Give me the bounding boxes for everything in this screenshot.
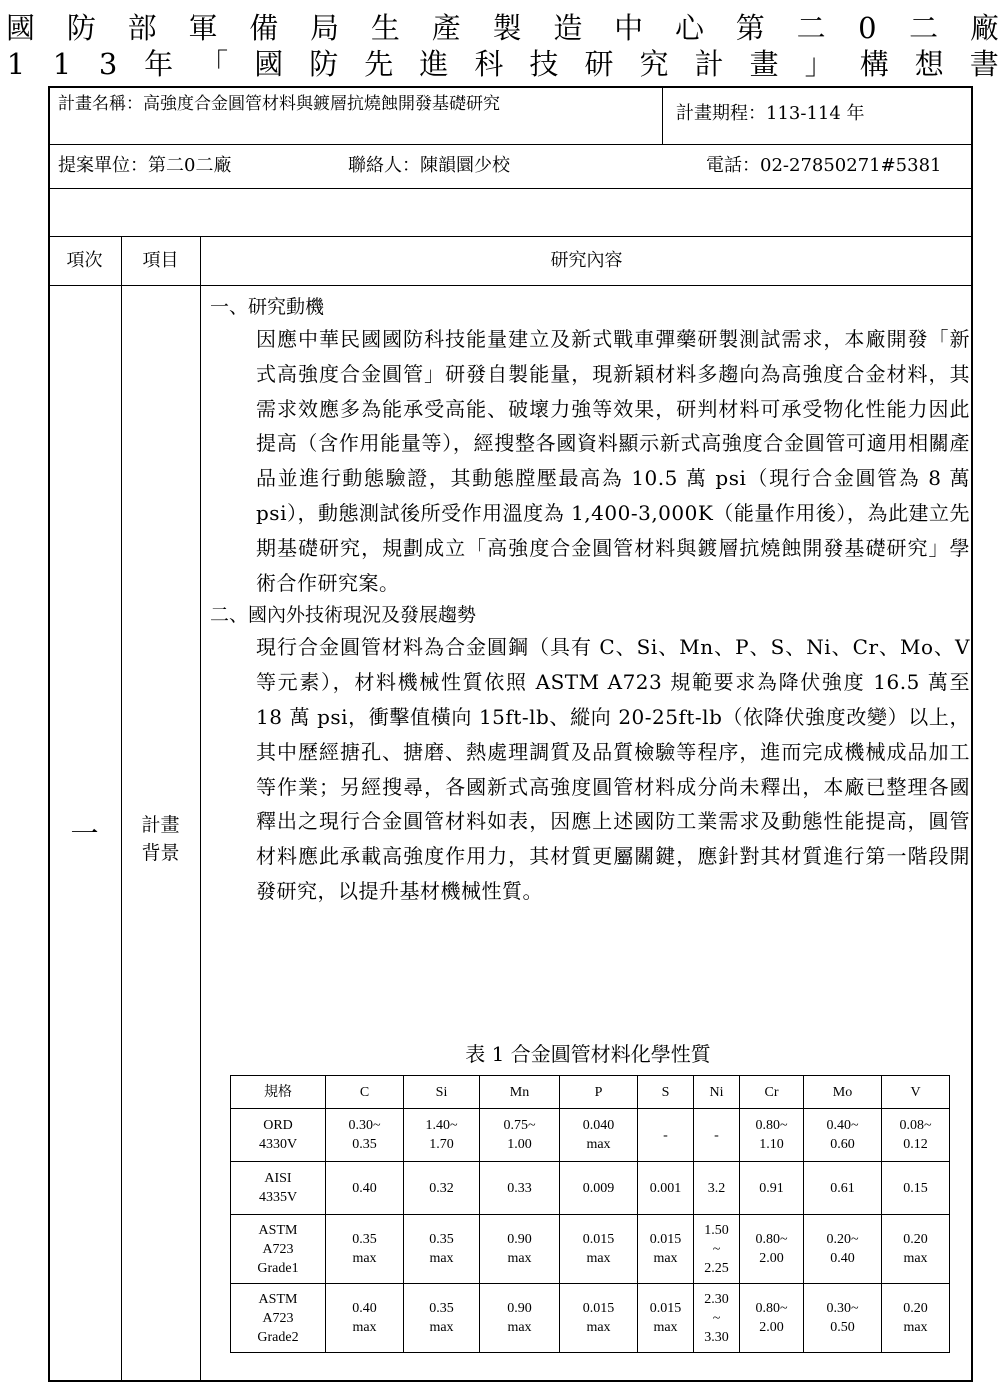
title-character: 究 [639, 47, 669, 81]
title-character: 防 [309, 47, 339, 81]
row-number: 一 [70, 817, 99, 850]
title-character: 局 [310, 11, 340, 45]
title-character: 製 [492, 11, 522, 45]
table-cell: 0.30~ 0.35 [326, 1109, 404, 1162]
table-cell: 0.40 max [326, 1284, 404, 1353]
title-character: 計 [694, 47, 724, 81]
title-character: 中 [614, 11, 644, 45]
table-spec-cell: ASTM A723 Grade2 [231, 1284, 326, 1353]
title-character: 技 [529, 47, 559, 81]
table-cell: 0.08~ 0.12 [882, 1109, 950, 1162]
table-header-cell: P [560, 1076, 638, 1109]
column-header-content: 研究內容 [550, 250, 623, 271]
table-header-cell: C [326, 1076, 404, 1109]
divider [662, 86, 663, 144]
table-cell: 0.040 max [560, 1109, 638, 1162]
title-character: 科 [474, 47, 504, 81]
table-spec-cell: ORD 4330V [231, 1109, 326, 1162]
title-character: 國 [6, 11, 36, 45]
table-header-cell: 規格 [231, 1076, 326, 1109]
table-cell: 0.80~ 1.10 [740, 1109, 804, 1162]
table-cell: 0.015 max [638, 1284, 694, 1353]
table-cell: 0.015 max [560, 1215, 638, 1284]
table-row [231, 1215, 950, 1284]
title-character: 生 [370, 11, 400, 45]
plan-name: 計畫名稱：高強度合金圓管材料與鍍層抗燒蝕開發基礎研究 [58, 94, 500, 114]
title-character: 書 [969, 47, 999, 81]
table-cell: 0.001 [638, 1162, 694, 1215]
table-cell: 0.015 max [560, 1284, 638, 1353]
title-character: 第 [735, 11, 765, 45]
table-cell: 0.40~ 0.60 [804, 1109, 882, 1162]
title-character: 構 [859, 47, 889, 81]
title-character: 進 [419, 47, 449, 81]
table-header-cell: Ni [694, 1076, 740, 1109]
title-character: 造 [553, 11, 583, 45]
title-character: 防 [66, 11, 96, 45]
title-character: 1 [6, 47, 26, 81]
table-cell: 0.32 [404, 1162, 480, 1215]
table-cell: 3.2 [694, 1162, 740, 1215]
table-cell: 0.20 max [882, 1284, 950, 1353]
table-cell: 0.009 [560, 1162, 638, 1215]
title-character: 1 [52, 47, 72, 81]
table-cell: 2.30 ~ 3.30 [694, 1284, 740, 1353]
table-spec-cell: AISI 4335V [231, 1162, 326, 1215]
table-header-cell: Mo [804, 1076, 882, 1109]
chemical-properties-table [230, 1075, 950, 1353]
table-cell: 0.35 max [404, 1284, 480, 1353]
table-header-cell: V [882, 1076, 950, 1109]
title-character: 0 [858, 11, 877, 45]
table-cell: 0.15 [882, 1162, 950, 1215]
table-cell: 0.015 max [638, 1215, 694, 1284]
divider [48, 285, 973, 286]
table-cell: 0.90 max [480, 1215, 560, 1284]
title-character: 國 [254, 47, 284, 81]
table-cell: - [638, 1109, 694, 1162]
divider [48, 144, 973, 145]
table-cell: 0.61 [804, 1162, 882, 1215]
table-cell: 0.75~ 1.00 [480, 1109, 560, 1162]
divider [48, 236, 973, 237]
divider [48, 188, 973, 189]
table-cell: 0.40 [326, 1162, 404, 1215]
contact-person: 聯絡人：陳韻圜少校 [348, 155, 510, 176]
column-header-no: 項次 [66, 250, 103, 271]
contact-phone: 電話：02-27850271#5381 [706, 155, 942, 176]
title-character: 二 [796, 11, 826, 45]
table-cell: - [694, 1109, 740, 1162]
section-heading: 二、國內外技術現況及發展趨勢 [210, 604, 477, 627]
table-spec-cell: ASTM A723 Grade1 [231, 1215, 326, 1284]
column-header-item: 項目 [142, 250, 179, 271]
plan-schedule: 計畫期程：113-114 年 [676, 103, 865, 124]
title-character: 想 [914, 47, 944, 81]
table-row [231, 1109, 950, 1162]
title-character: 」 [804, 47, 834, 81]
title-character: 心 [674, 11, 704, 45]
table-header-cell: Cr [740, 1076, 804, 1109]
section-paragraph: 現行合金圓管材料為合金圓鋼（具有 C、Si、Mn、P、S、Ni、Cr、Mo、V 等元素），材料機械性質依照 ASTM A723 規範要求為降伏強度 16.5 萬至 18 萬 psi，衝擊值橫向 15ft-lb、縱向 20-25ft-lb（依降伏強度改變）以上，其中歷經搪孔、搪磨、熱處理調質及品質檢驗等程序，進而完成機械成品加工等作業；另經搜尋，各國新式高強度圓管材料成分尚未釋出，本廠已整理各國釋出之現行合金圓管材料如表，因應上述國防工業需求及動態性能提高，圓管材料應此承載高強度作用力，其材質更屬關鍵，應針對其材質進行第一階段開發研究，以提升基材機械性質。 [256, 635, 970, 903]
table-cell: 0.30~ 0.50 [804, 1284, 882, 1353]
table-cell: 1.40~ 1.70 [404, 1109, 480, 1162]
table-row [231, 1284, 950, 1353]
table-cell: 0.20 max [882, 1215, 950, 1284]
section-paragraph: 因應中華民國國防科技能量建立及新式戰車彈藥研製測試需求，本廠開發「新式高強度合金圓管」研發自製能量，現新穎材料多趨向為高強度合金材料，其需求效應多為能承受高能、破壞力強等效果，研判材料可承受物化性能力因此提高（含作用能量等），經搜整各國資料顯示新式高強度合金圓管可適用相關產品並進行動態驗證，其動態膛壓最高為 10.5 萬 psi（現行合金圓管為 8 萬 psi），動態測試後所受作用溫度為 1,400-3,000K（能量作用後），為此建立先期基礎研究，規劃成立「高強度合金圓管材料與鍍層抗燒蝕開發基礎研究」學術合作研究案。 [256, 327, 970, 595]
table-cell: 1.50 ~ 2.25 [694, 1215, 740, 1284]
divider [200, 236, 201, 1382]
proposer-unit: 提案單位：第二0二廠 [58, 155, 232, 176]
table-header-cell: S [638, 1076, 694, 1109]
title-character: 廠 [969, 11, 999, 45]
table-caption: 表 1 合金圓管材料化學性質 [465, 1042, 711, 1066]
title-character: 3 [98, 47, 118, 81]
title-character: 二 [909, 11, 939, 45]
section-heading: 一、研究動機 [210, 296, 325, 318]
title-character: 「 [199, 47, 229, 81]
table-header-row [231, 1076, 950, 1109]
table-cell: 0.80~ 2.00 [740, 1215, 804, 1284]
table-cell: 0.90 max [480, 1284, 560, 1353]
table-cell: 0.91 [740, 1162, 804, 1215]
row-item-label: 計畫 背景 [141, 814, 180, 864]
title-character: 先 [364, 47, 394, 81]
title-character: 年 [144, 47, 174, 81]
title-character: 備 [249, 11, 279, 45]
table-cell: 0.33 [480, 1162, 560, 1215]
document-title-line-1 [0, 10, 1005, 46]
title-character: 部 [127, 11, 157, 45]
document-title-line-2 [0, 46, 1005, 82]
table-cell: 0.80~ 2.00 [740, 1284, 804, 1353]
title-character: 研 [584, 47, 614, 81]
table-cell: 0.20~ 0.40 [804, 1215, 882, 1284]
title-character: 產 [431, 11, 461, 45]
divider [121, 236, 122, 1382]
title-character: 畫 [749, 47, 779, 81]
table-row [231, 1162, 950, 1215]
table-header-cell: Si [404, 1076, 480, 1109]
research-content [206, 292, 970, 909]
table-cell: 0.35 max [404, 1215, 480, 1284]
table-cell: 0.35 max [326, 1215, 404, 1284]
title-character: 軍 [188, 11, 218, 45]
table-header-cell: Mn [480, 1076, 560, 1109]
